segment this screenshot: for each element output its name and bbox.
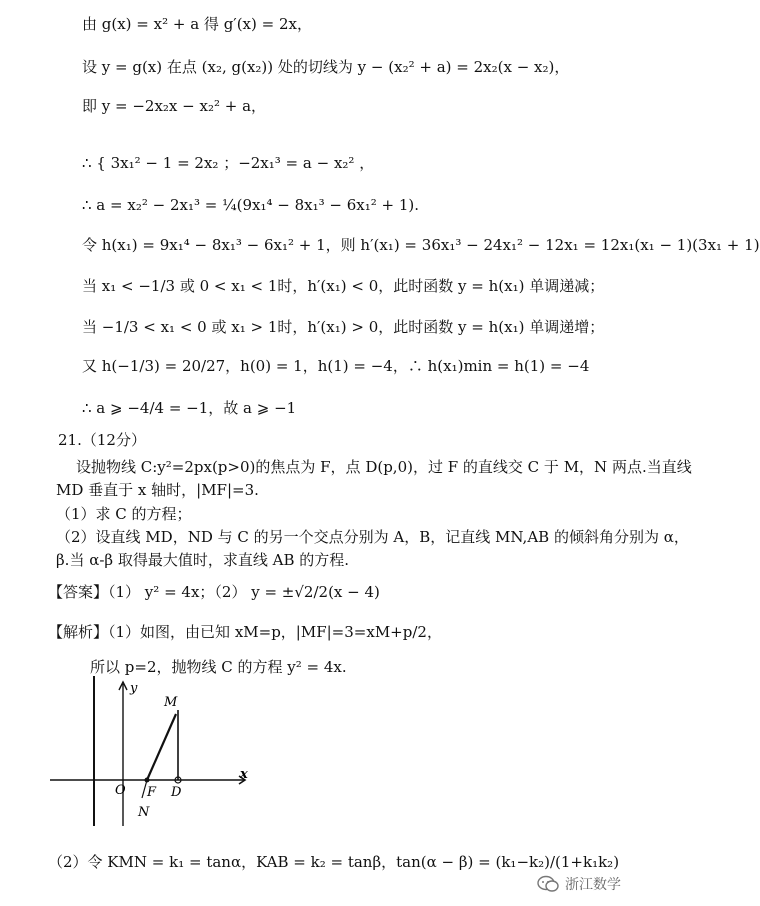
question-part-1: （1）求 C 的方程； — [56, 505, 192, 523]
text-line: ∴ a ⩾ −4/4 = −1，故 a ⩾ −1 — [82, 399, 297, 417]
problem-text: MD 垂直于 x 轴时，|MF|=3. — [56, 481, 259, 499]
point-d-label: D — [171, 785, 182, 800]
solution-line: 【解析】（1）如图，由已知 xM=p，|MF|=3=xM+p/2， — [48, 623, 442, 641]
wechat-icon — [537, 875, 559, 893]
point-f-label: F — [147, 785, 157, 800]
point-m-label: M — [164, 695, 178, 710]
watermark-text: 浙江数学 — [565, 877, 621, 893]
solution-line: 所以 p=2，抛物线 C 的方程 y² = 4x. — [90, 658, 347, 676]
problem-number: 21.（12分） — [58, 431, 146, 449]
question-part-2: β.当 α-β 取得最大值时，求直线 AB 的方程. — [56, 551, 350, 569]
text-line: ∴ { 3x₁² − 1 = 2x₂ ；−2x₁³ = a − x₂² ， — [82, 154, 375, 172]
text-line: 由 g(x) = x² + a 得 g′(x) = 2x， — [82, 15, 312, 33]
y-axis-label: y — [130, 681, 138, 696]
parabola-figure — [50, 676, 255, 836]
watermark — [537, 874, 621, 894]
text-line: 当 −1/3 < x₁ < 0 或 x₁ > 1时，h′(x₁) > 0，此时函数 y = h(x₁) 单调递增； — [82, 318, 605, 336]
x-axis-label: x — [240, 767, 248, 782]
point-n-label: N — [138, 805, 150, 820]
question-part-2: （2）设直线 MD，ND 与 C 的另一个交点分别为 A，B，记直线 MN,AB 的倾斜角分别为 α， — [56, 528, 689, 546]
origin-label: O — [115, 783, 126, 798]
text-line: 设 y = g(x) 在点 (x₂, g(x₂)) 处的切线为 y − (x₂² + a) = 2x₂(x − x₂)， — [82, 58, 570, 76]
text-line: 令 h(x₁) = 9x₁⁴ − 8x₁³ − 6x₁² + 1，则 h′(x₁) = 36x₁³ − 24x₁² − 12x₁ = 12x₁(x₁ − 1)(3x₁ + 1) — [82, 236, 760, 254]
text-line: 即 y = −2x₂x − x₂² + a， — [82, 97, 267, 115]
text-line: ∴ a = x₂² − 2x₁³ = ¼(9x₁⁴ − 8x₁³ − 6x₁² + 1). — [82, 196, 420, 214]
problem-text: 设抛物线 C:y²=2px(p>0)的焦点为 F，点 D(p,0)，过 F 的直线交 C 于 M，N 两点.当直线 — [76, 458, 692, 476]
solution-line: （2）令 KMN = k₁ = tanα，KAB = k₂ = tanβ，tan(α − β) = (k₁−k₂)/(1+k₁k₂) — [48, 853, 620, 871]
text-line: 当 x₁ < −1/3 或 0 < x₁ < 1时，h′(x₁) < 0，此时函数 y = h(x₁) 单调递减； — [82, 277, 605, 295]
answer-line: 【答案】（1） y² = 4x；（2） y = ±√2/2(x − 4) — [48, 583, 380, 601]
text-line: 又 h(−1/3) = 20/27，h(0) = 1，h(1) = −4，∴ h(x₁)min = h(1) = −4 — [82, 357, 590, 375]
